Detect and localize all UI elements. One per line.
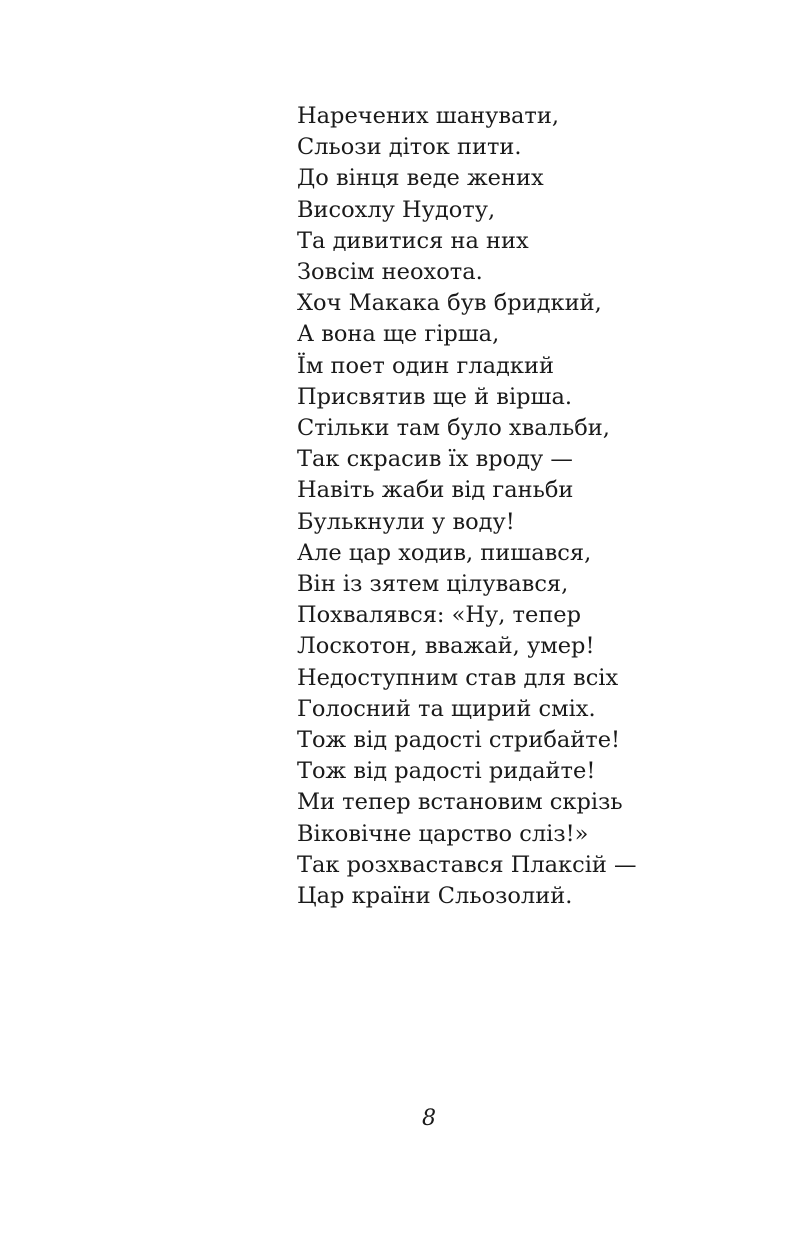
poem-line: Цар країни Сльозолий.: [297, 883, 573, 910]
poem-line: До вінця веде жених: [297, 165, 544, 192]
poem-line: Так скрасив їх вроду —: [297, 446, 573, 473]
poem-line: Навіть жаби від ганьби: [297, 477, 574, 504]
poem-line: Присвятив ще й вірша.: [297, 383, 573, 410]
poem-line: Ми тепер встановим скрізь: [297, 789, 623, 816]
poem-line: Висохлу Нудоту,: [297, 196, 496, 223]
poem-line: Та дивитися на них: [297, 227, 529, 254]
poem-line: Наречених шанувати,: [297, 103, 560, 129]
poem-line: Він із зятем цілувався,: [297, 571, 569, 598]
poem-line: Але цар ходив, пишався,: [297, 539, 592, 566]
poem-line: Віковічне царство сліз!»: [297, 820, 589, 847]
poem-line: Тож від радості стрибайте!: [297, 727, 621, 754]
poem-line: Стільки там було хвальби,: [297, 415, 610, 442]
poem-line: Так розхвастався Плаксій —: [297, 851, 637, 878]
poem-line: Хоч Макака був бридкий,: [297, 290, 602, 317]
poem-line: Лоскотон, вважай, умер!: [297, 633, 595, 660]
poem-line: Голосний та щирий сміх.: [297, 695, 596, 722]
poem-line: Тож від радості ридайте!: [297, 758, 596, 785]
poem-line: А вона ще гірша,: [297, 321, 500, 348]
poem-line: Булькнули у воду!: [297, 508, 515, 535]
poem-line: Похвалявся: «Ну, тепер: [297, 602, 582, 629]
poem-line: Їм поет один гладкий: [297, 352, 554, 379]
poem-stanza: [297, 101, 637, 912]
poem-line: Зовсім неохота.: [297, 259, 483, 286]
poem-line: Сльози діток пити.: [297, 134, 522, 161]
page-number: 8: [422, 1106, 436, 1131]
poem-line: Недоступним став для всіх: [297, 664, 619, 691]
